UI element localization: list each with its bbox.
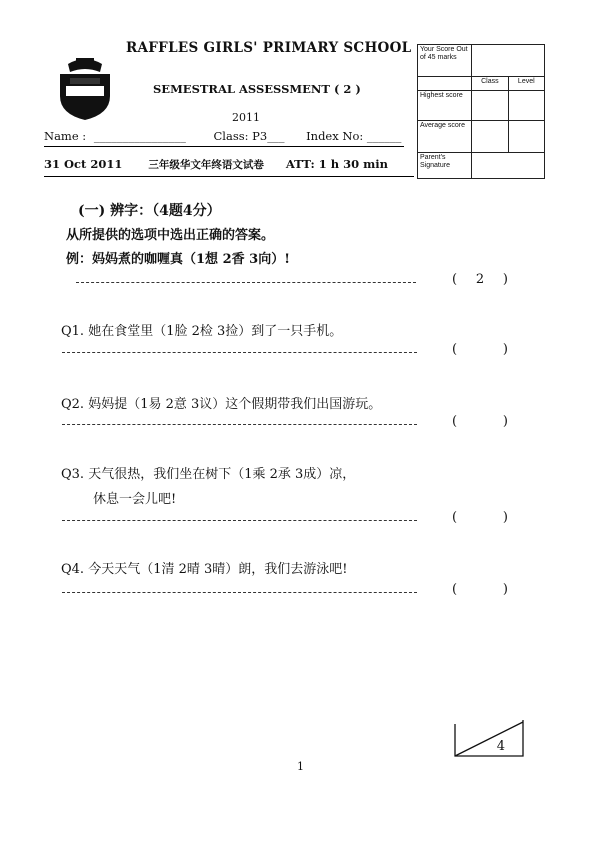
question-1: Q1. 她在食堂里（1脸 2检 3捡）到了一只手机。: [61, 324, 343, 339]
parent-signature-cell: [472, 153, 545, 179]
example-sentence: 例：妈妈煮的咖喱真（1想 2香 3向）!: [66, 252, 290, 267]
school-name: RAFFLES GIRLS' PRIMARY SCHOOL: [126, 40, 412, 56]
index-label: Index No: ______: [306, 129, 402, 143]
header-divider-2: [44, 176, 414, 177]
highest-level-cell: [508, 91, 544, 121]
exam-year: 2011: [232, 111, 260, 124]
class-label: Class: P3___: [213, 129, 285, 143]
page-number: 1: [297, 760, 304, 773]
level-col-header: Level: [508, 77, 544, 91]
paper-title: 三年级华文年终语文试卷: [148, 159, 264, 171]
answer-box-q3[interactable]: ( ): [452, 510, 508, 525]
your-score-cell: [472, 45, 545, 77]
school-crest-icon: [54, 56, 116, 122]
average-class-cell: [472, 121, 508, 153]
your-score-label: Your Score Out of 45 marks: [418, 45, 472, 77]
highest-score-label: Highest score: [418, 91, 472, 121]
answer-line: [62, 424, 417, 425]
exam-date: 31 Oct 2011: [44, 157, 123, 171]
name-blank: ________________: [93, 129, 186, 143]
score-box: [417, 44, 545, 190]
answer-line: [62, 592, 417, 593]
question-2: Q2. 妈妈提（1易 2意 3议）这个假期带我们出国游玩。: [61, 397, 382, 412]
highest-class-cell: [472, 91, 508, 121]
question-4: Q4. 今天天气（1清 2晴 3晴）朗，我们去游泳吧!: [61, 562, 348, 577]
name-label: Name :: [44, 129, 87, 143]
answer-line: [76, 282, 416, 283]
marks-box-frame-icon: [453, 718, 527, 758]
exam-title: SEMESTRAL ASSESSMENT ( 2 ): [153, 82, 361, 96]
student-info-row: [44, 129, 401, 143]
example-answer: 2: [475, 272, 485, 287]
average-score-label: Average score: [418, 121, 472, 153]
parent-signature-label: Parent's Signature: [418, 153, 472, 179]
header-divider: [44, 146, 404, 147]
att-duration: ATT: 1 h 30 min: [285, 157, 389, 171]
marks-total: 4: [496, 739, 505, 754]
class-col-header: Class: [472, 77, 508, 91]
question-3: Q3. 天气很热，我们坐在树下（1乘 2承 3成）凉，: [61, 467, 356, 482]
section-heading: (一) 辨字：（4题4分）: [78, 203, 221, 219]
answer-box-q1[interactable]: ( ): [452, 342, 508, 357]
answer-box-q4[interactable]: ( ): [452, 582, 508, 597]
example-answer-box: ( 2 ): [452, 272, 508, 287]
blank-cell: [418, 77, 472, 91]
answer-box-q2[interactable]: ( ): [452, 414, 508, 429]
section-instruction: 从所提供的选项中选出正确的答案。: [66, 228, 275, 243]
answer-line: [62, 352, 417, 353]
average-level-cell: [508, 121, 544, 153]
section-marks-box: [453, 718, 527, 758]
paper-info-row: [44, 157, 388, 172]
answer-line: [62, 520, 417, 521]
question-3-line-2: 休息一会儿吧!: [93, 492, 177, 507]
